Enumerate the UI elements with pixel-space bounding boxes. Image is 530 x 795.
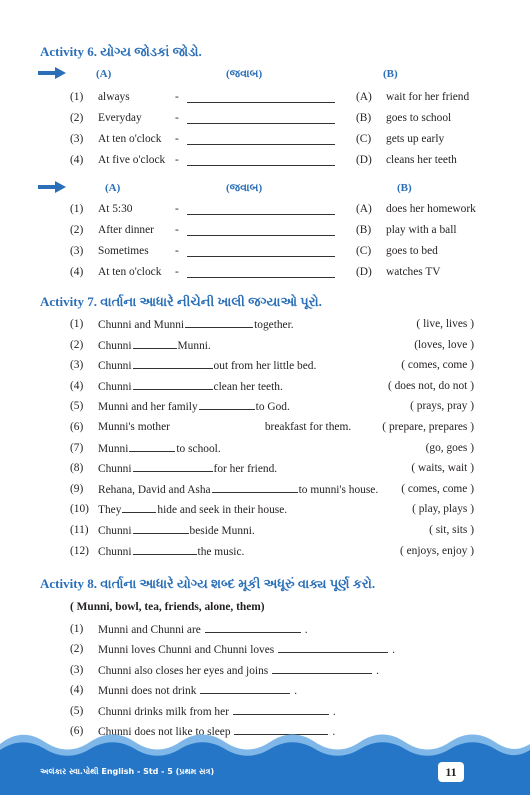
item-number: (1): [70, 203, 84, 215]
sentence-row: [0, 705, 530, 723]
sentence-text: Chunni does not like to sleep: [98, 726, 231, 738]
sentence-end: together.: [254, 319, 294, 331]
blank-line[interactable]: [233, 705, 329, 715]
blank-line[interactable]: [272, 664, 372, 674]
answer-line[interactable]: [187, 102, 335, 103]
blank-line[interactable]: [133, 524, 189, 534]
item-number: (4): [70, 684, 84, 697]
item-number: (4): [70, 379, 84, 392]
full-stop: .: [376, 664, 379, 677]
answer-line[interactable]: [187, 256, 335, 257]
sentence: [98, 442, 221, 455]
blank-line[interactable]: [205, 623, 301, 633]
dash: -: [175, 224, 179, 236]
sentence-end: for her friend.: [213, 463, 278, 476]
full-stop: .: [294, 685, 298, 698]
blank-line[interactable]: [133, 339, 177, 349]
fill-blank-row: [0, 462, 530, 480]
fill-blank-row: [0, 503, 530, 521]
verb-choices: (loves, love ): [414, 338, 474, 351]
sentence-text: Chunni also closes her eyes and joins: [98, 664, 269, 677]
dash: -: [175, 203, 179, 215]
sentence-start: Chunni: [98, 380, 132, 393]
item-number: (2): [70, 338, 84, 351]
item-number: (2): [70, 224, 84, 236]
option-letter: (A): [356, 91, 372, 103]
dash: -: [175, 154, 179, 166]
column-a-item: Everyday: [98, 112, 142, 124]
column-a-item: At ten o'clock: [98, 133, 162, 145]
sentence: [98, 483, 378, 496]
sentence-end: Munni.: [177, 339, 211, 352]
verb-choices: ( live, lives ): [416, 318, 474, 330]
match-row: [0, 266, 530, 284]
column-a-item: After dinner: [98, 224, 154, 236]
verb-choices: ( comes, come ): [401, 359, 474, 372]
item-number: (2): [70, 112, 84, 124]
sentence-start: Chunni: [98, 339, 132, 352]
column-b-item: goes to school: [386, 112, 452, 124]
answer-line[interactable]: [187, 277, 335, 278]
match-row: [0, 154, 530, 172]
fill-blank-row: [0, 380, 530, 398]
footer-book-title: અલંકાર સ્વા.પોથી English - Std - 5 (પ્રથમ સત્ર): [40, 767, 215, 776]
activity8-heading: Activity 8. વાર્તાના આધારે યોગ્ય શબ્દ મૂકી અધૂરું વાક્ય પૂર્ણ કરો.: [40, 576, 376, 591]
full-stop: .: [332, 705, 336, 718]
option-letter: (B): [356, 224, 372, 236]
sentence-row: [0, 664, 530, 682]
option-letter: (B): [356, 112, 372, 124]
match-row: [0, 112, 530, 130]
verb-choices: ( prepare, prepares ): [382, 421, 474, 433]
blank-line[interactable]: [129, 442, 175, 452]
blank-line[interactable]: [174, 421, 264, 430]
sentence-start: Munni and her family: [98, 401, 198, 414]
verb-choices: ( waits, wait ): [411, 462, 474, 475]
option-letter: (D): [356, 266, 372, 278]
sentence-end: to God.: [255, 401, 290, 414]
verb-choices: ( enjoys, enjoy ): [399, 544, 474, 557]
item-number: (9): [70, 482, 84, 495]
sentence-text: Munni and Chunni are: [98, 624, 201, 636]
option-letter: (A): [356, 203, 372, 215]
item-number: (3): [70, 663, 84, 676]
item-number: (10): [70, 503, 89, 516]
sentence-end: out from her little bed.: [213, 360, 317, 373]
answer-line[interactable]: [187, 123, 335, 124]
sentence-start: Munni: [98, 442, 129, 455]
sentence-text: Munni loves Chunni and Chunni loves: [98, 644, 275, 657]
arrow-right-icon: [38, 181, 66, 193]
item-number: (11): [70, 524, 89, 536]
sentence: [98, 503, 287, 516]
match-row: [0, 133, 530, 151]
match-row: [0, 224, 530, 242]
sentence-end: to school.: [176, 442, 221, 455]
fill-blank-row: [0, 400, 530, 418]
item-number: (3): [70, 133, 84, 145]
sentence-end: to munni's house.: [298, 483, 379, 496]
fill-blank-row: [0, 318, 530, 336]
item-number: (5): [70, 400, 84, 413]
verb-choices: ( comes, come ): [401, 482, 474, 495]
item-number: (4): [70, 266, 84, 278]
blank-line[interactable]: [133, 462, 213, 472]
sentence-end: beside Munni.: [189, 525, 255, 537]
column-a-item: At five o'clock: [98, 154, 166, 166]
column-a-item: Sometimes: [98, 245, 149, 257]
fill-blank-row: [0, 524, 530, 542]
blank-line[interactable]: [212, 483, 298, 493]
sentence: [98, 664, 379, 677]
activity6-heading: Activity 6. યોગ્ય જોડકાં જોડો.: [40, 44, 202, 59]
blank-line[interactable]: [200, 684, 290, 694]
verb-choices: ( sit, sits ): [429, 524, 474, 536]
sentence: [98, 623, 308, 636]
sentence-end: hide and seek in their house.: [157, 504, 288, 517]
item-number: (1): [70, 91, 84, 103]
sentence-text: Munni does not drink: [98, 685, 197, 698]
dash: -: [175, 112, 179, 124]
column-b-item: play with a ball: [386, 224, 457, 236]
verb-choices: ( does not, do not ): [387, 379, 474, 392]
sentence: [98, 318, 294, 331]
fill-blank-row: [0, 359, 530, 377]
sentence-start: Chunni: [98, 525, 132, 537]
sentence: [98, 421, 351, 433]
column-a-item: At ten o'clock: [98, 266, 162, 278]
arrow-right-icon: [38, 67, 66, 79]
item-number: (7): [70, 441, 84, 454]
option-letter: (C): [356, 133, 372, 145]
answer-line[interactable]: [187, 214, 335, 215]
verb-choices: (go, goes ): [425, 441, 474, 454]
activity7-heading: Activity 7. વાર્તાના આધારે નીચેની ખાલી જગ્યાઓ પૂરો.: [40, 294, 322, 309]
sentence: [98, 462, 277, 475]
verb-choices: ( prays, pray ): [410, 400, 474, 413]
verb-choices: ( play, plays ): [412, 503, 474, 516]
fill-blank-row: [0, 442, 530, 460]
item-number: (8): [70, 462, 84, 475]
column-answer-header: (જવાબ): [226, 182, 263, 194]
sentence-start: Chunni and Munni: [98, 319, 185, 331]
sentence: [98, 524, 255, 537]
sentence: [98, 705, 336, 718]
sentence: [98, 380, 283, 393]
column-b-header: (B): [397, 182, 412, 194]
blank-line[interactable]: [278, 643, 388, 653]
sentence-end: breakfast for them.: [264, 421, 352, 433]
blank-line[interactable]: [199, 400, 255, 410]
column-a-header: (A): [105, 182, 121, 194]
item-number: (4): [70, 154, 84, 166]
fill-blank-row: [0, 421, 530, 439]
sentence-start: Rehana, David and Asha: [98, 483, 211, 496]
answer-line[interactable]: [187, 165, 335, 166]
blank-line[interactable]: [122, 503, 156, 513]
option-letter: (D): [356, 154, 372, 166]
sentence: [98, 684, 297, 697]
full-stop: .: [332, 726, 336, 738]
column-b-item: goes to bed: [386, 245, 438, 257]
item-number: (6): [70, 421, 84, 433]
sentence: [98, 359, 316, 372]
fill-blank-row: [0, 339, 530, 357]
sentence: [98, 339, 211, 352]
match-row: [0, 91, 530, 109]
sentence: [98, 545, 244, 558]
dash: -: [175, 266, 179, 278]
option-letter: (C): [356, 245, 372, 257]
sentence-end: the music.: [197, 545, 245, 558]
column-a-item: At 5:30: [98, 203, 133, 215]
column-b-item: watches TV: [386, 266, 441, 278]
column-b-header: (B): [383, 68, 398, 80]
sentence-start: They: [98, 504, 122, 517]
dash: -: [175, 91, 179, 103]
item-number: (2): [70, 643, 84, 656]
blank-line[interactable]: [133, 359, 213, 369]
fill-blank-row: [0, 483, 530, 501]
full-stop: .: [392, 644, 395, 657]
sentence-row: [0, 684, 530, 702]
wave-decoration: [0, 722, 530, 762]
item-number: (1): [70, 623, 84, 635]
blank-line[interactable]: [133, 545, 197, 555]
answer-line[interactable]: [187, 235, 335, 236]
column-b-item: gets up early: [386, 133, 445, 145]
column-a-header: (A): [96, 68, 112, 80]
column-a-item: always: [98, 91, 130, 103]
item-number: (1): [70, 318, 84, 330]
blank-line[interactable]: [133, 380, 213, 390]
column-b-item: cleans her teeth: [386, 154, 457, 166]
answer-line[interactable]: [187, 144, 335, 145]
column-answer-header: (જવાબ): [226, 68, 263, 80]
match-row: [0, 245, 530, 263]
sentence-start: Munni's mother: [98, 421, 170, 433]
sentence-start: Chunni: [98, 545, 132, 558]
sentence: [98, 400, 290, 413]
item-number: (12): [70, 544, 89, 557]
sentence-text: Chunni drinks milk from her: [98, 705, 229, 718]
sentence-end: clean her teeth.: [213, 380, 283, 393]
column-b-item: does her homework: [386, 203, 476, 215]
item-number: (3): [70, 359, 84, 372]
sentence-start: Chunni: [98, 463, 132, 476]
sentence: [98, 643, 395, 656]
dash: -: [175, 245, 179, 257]
item-number: (5): [70, 704, 84, 717]
dash: -: [175, 133, 179, 145]
item-number: (3): [70, 245, 84, 257]
sentence-row: [0, 643, 530, 661]
match-row: [0, 203, 530, 221]
fill-blank-row: [0, 545, 530, 563]
page-number: 11: [438, 762, 464, 782]
sentence-start: Chunni: [98, 360, 132, 373]
word-bank: ( Munni, bowl, tea, friends, alone, them): [70, 601, 265, 613]
full-stop: .: [304, 624, 308, 636]
blank-line[interactable]: [185, 318, 253, 328]
item-number: (6): [70, 725, 84, 737]
sentence-row: [0, 623, 530, 641]
column-b-item: wait for her friend: [386, 91, 470, 103]
